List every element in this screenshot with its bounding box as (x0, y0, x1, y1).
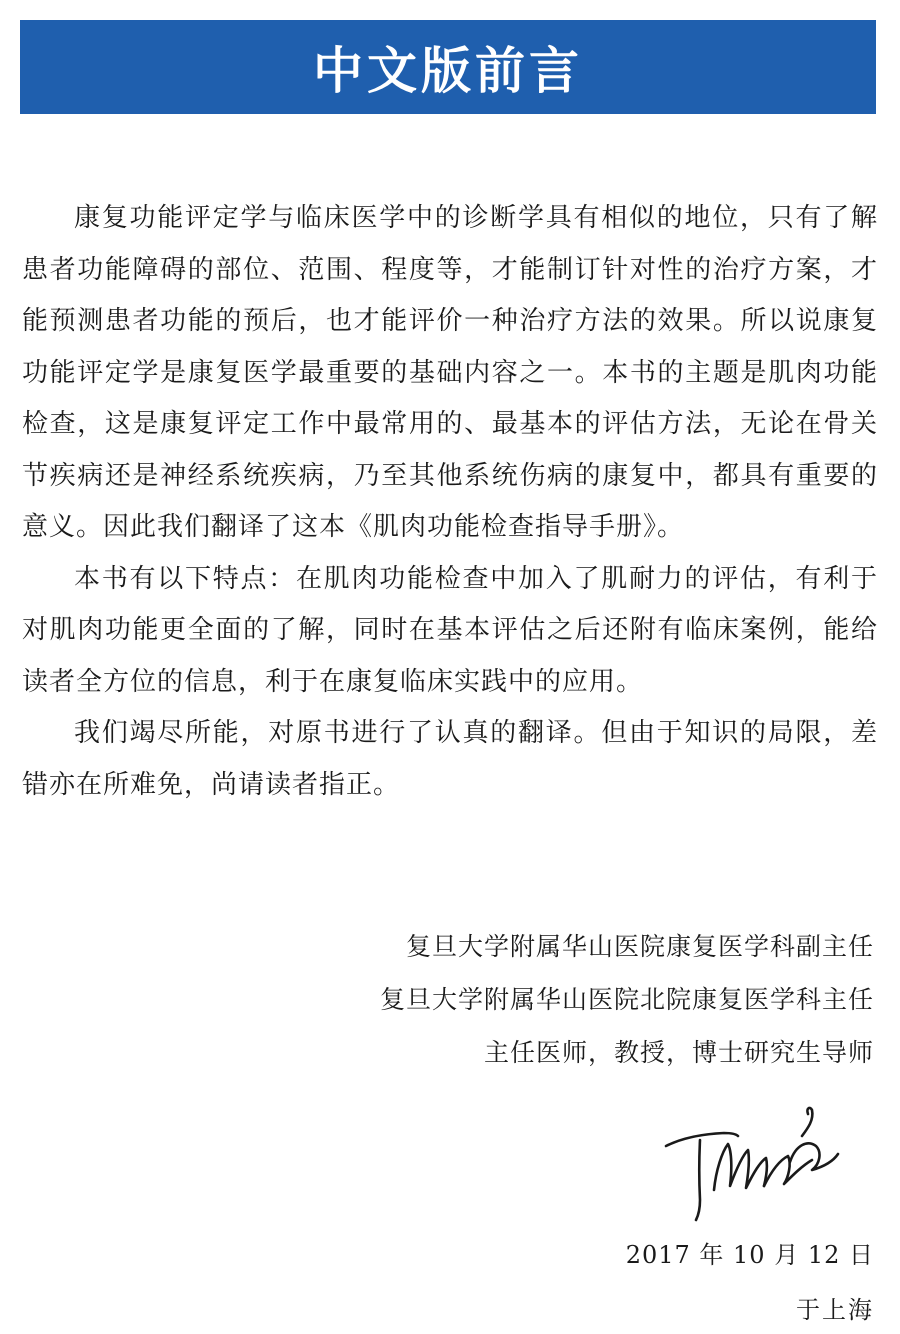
title-banner (20, 20, 876, 114)
page-title: 中文版前言 (313, 42, 583, 100)
signing-date: 2017 年 10 月 12 日 (625, 1241, 874, 1269)
signing-place: 于上海 (796, 1296, 874, 1324)
paragraph-1: 康复功能评定学与临床医学中的诊断学具有相似的地位，只有了解患者功能障碍的部位、范围、程度等，才能制订针对性的治疗方案，才能预测患者功能的预后，也才能评价一种治疗方法的效果。所以说康复功能评定学是康复医学最重要的基础内容之一。本书的主题是肌肉功能检查，这是康复评定工作中最常用的、最基本的评估方法，无论在骨关节疾病还是神经系统疾病，乃至其他系统伤病的康复中，都具有重要的意义。因此我们翻译了这本《肌肉功能检查指导手册》。 (22, 203, 878, 542)
handwritten-signature (662, 1100, 842, 1240)
preface-body (22, 193, 878, 811)
author-titles: 主任医师，教授，博士研究生导师 (483, 1038, 874, 1067)
author-affiliation-block (380, 920, 874, 1079)
affiliation-line-2: 复旦大学附属华山医院北院康复医学科主任 (379, 985, 874, 1014)
affiliation-line-1: 复旦大学附属华山医院康复医学科副主任 (405, 932, 874, 961)
paragraph-2: 本书有以下特点：在肌肉功能检查中加入了肌耐力的评估，有利于对肌肉功能更全面的了解，同时在基本评估之后还附有临床案例，能给读者全方位的信息，利于在康复临床实践中的应用。 (22, 563, 878, 697)
paragraph-3: 我们竭尽所能，对原书进行了认真的翻译。但由于知识的局限，差错亦在所难免，尚请读者指正。 (22, 718, 878, 800)
